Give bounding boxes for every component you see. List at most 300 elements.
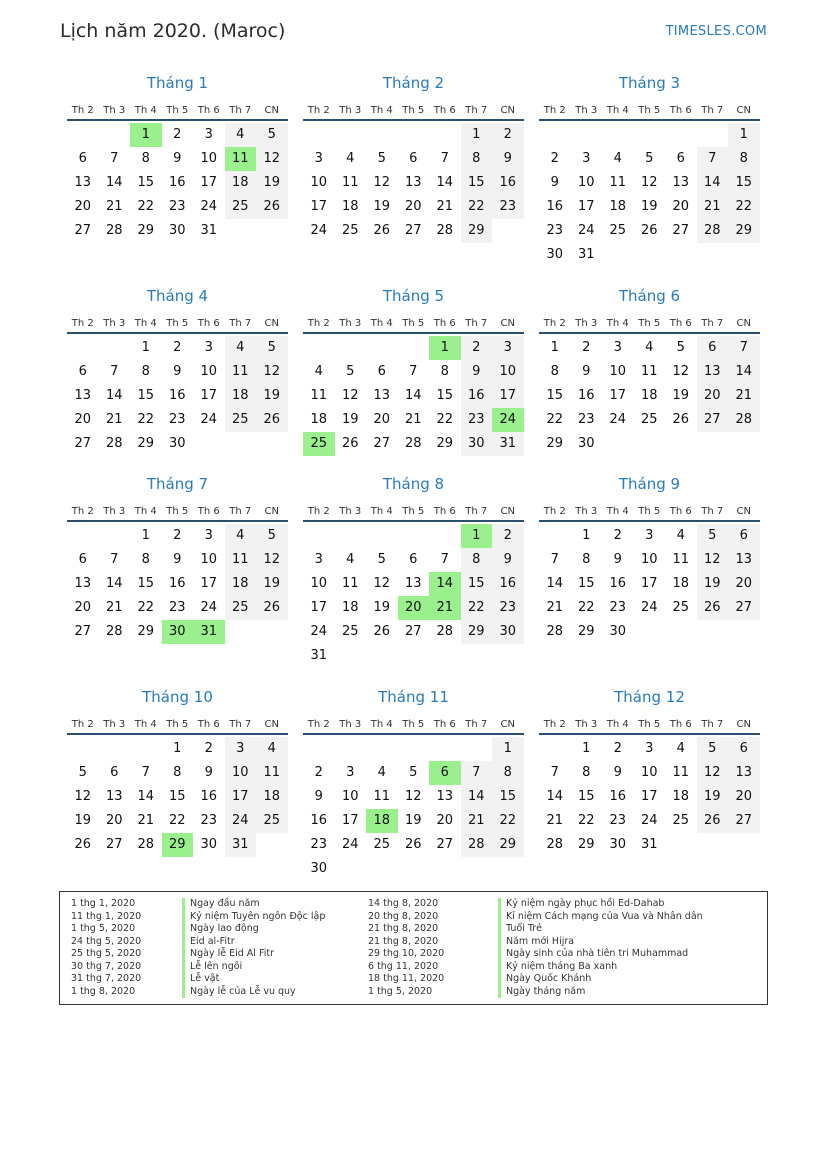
day-cell: 5 [697, 737, 729, 761]
day-cell: 4 [225, 123, 257, 147]
weekday-label: Th 3 [575, 506, 598, 517]
day-cell: 17 [341, 813, 359, 828]
day-cell: 25 [373, 837, 391, 852]
weekday-label: Th 4 [370, 719, 393, 730]
day-cell: 27 [436, 837, 454, 852]
day-cell: 21 [436, 199, 454, 214]
day-cell: 2 [461, 336, 493, 360]
day-cell: 15 [137, 175, 155, 190]
month-title: Tháng 12 [614, 688, 685, 706]
day-cell: 27 [697, 408, 729, 432]
day-cell: 3 [204, 528, 213, 543]
legend-date: 1 thg 8, 2020 [71, 985, 136, 997]
day-cell: 22 [461, 596, 493, 620]
day-cell: 9 [173, 552, 182, 567]
day-cell: 4 [225, 524, 257, 548]
day-cell: 17 [225, 785, 257, 809]
day-cell: 8 [440, 364, 449, 379]
day-cell: 31 [577, 247, 595, 262]
day-cell: 18 [341, 199, 359, 214]
legend-holiday-name: Kỷ niệm Tuyên ngôn Độc lập [182, 911, 325, 924]
legend-dates-right [368, 898, 444, 998]
weekday-label: Th 3 [103, 719, 126, 730]
day-cell: 6 [78, 364, 87, 379]
weekday-header [539, 316, 760, 334]
weekday-label: Th 4 [134, 506, 157, 517]
day-cell: 2 [613, 528, 622, 543]
day-cell: 15 [461, 171, 493, 195]
day-cell: 11 [225, 548, 257, 572]
weekday-label: Th 2 [543, 506, 566, 517]
day-cell: 16 [461, 384, 493, 408]
month-block [67, 474, 288, 664]
weekday-label: Th 2 [543, 318, 566, 329]
holiday-day-cell: 20 [398, 596, 430, 620]
legend-date: 6 thg 11, 2020 [368, 960, 439, 972]
day-cell: 10 [577, 175, 595, 190]
weekday-label: CN [500, 506, 515, 517]
day-cell: 24 [341, 837, 359, 852]
day-cell: 26 [672, 412, 690, 427]
legend-holiday-name: Ngay đầu năm [182, 898, 325, 911]
holiday-day-cell: 18 [366, 809, 398, 833]
day-cell: 10 [492, 360, 524, 384]
day-cell: 13 [404, 175, 422, 190]
day-cell: 6 [110, 765, 119, 780]
month-block [303, 286, 524, 476]
day-cell: 18 [225, 384, 257, 408]
day-cell: 21 [105, 199, 123, 214]
day-cell: 29 [577, 837, 595, 852]
legend-holiday-name: Ngày sinh của nhà tiên tri Muhammad [498, 948, 703, 961]
day-cell: 10 [609, 364, 627, 379]
day-cell: 12 [256, 147, 288, 171]
day-cell: 28 [546, 837, 564, 852]
weekday-label: Th 6 [433, 719, 456, 730]
day-cell: 14 [137, 789, 155, 804]
day-cell: 20 [728, 785, 760, 809]
day-cell: 30 [492, 620, 524, 644]
day-cell: 24 [310, 223, 328, 238]
day-cell: 16 [492, 171, 524, 195]
day-cell: 24 [200, 199, 218, 214]
weekday-label: Th 5 [166, 506, 189, 517]
day-cell: 16 [168, 175, 186, 190]
day-cell: 8 [141, 151, 150, 166]
weekday-label: Th 4 [370, 318, 393, 329]
day-cell: 1 [461, 123, 493, 147]
weekday-label: Th 6 [197, 506, 220, 517]
day-cell: 29 [137, 624, 155, 639]
day-cell: 21 [105, 412, 123, 427]
holiday-day-cell: 11 [225, 147, 257, 171]
day-cell: 30 [577, 436, 595, 451]
day-cell: 8 [461, 147, 493, 171]
weekday-header [303, 717, 524, 735]
day-cell: 27 [404, 624, 422, 639]
day-grid [303, 737, 524, 881]
day-cell: 23 [461, 408, 493, 432]
day-cell: 26 [256, 195, 288, 219]
day-cell: 10 [200, 552, 218, 567]
weekday-label: Th 2 [71, 506, 94, 517]
weekday-label: CN [736, 719, 751, 730]
day-cell: 2 [173, 528, 182, 543]
legend-holiday-name: Ngày lễ Eid Al Fitr [182, 948, 325, 961]
weekday-label: Th 7 [229, 506, 252, 517]
day-cell: 11 [256, 761, 288, 785]
weekday-label: Th 6 [669, 506, 692, 517]
day-cell: 23 [577, 412, 595, 427]
day-cell: 19 [640, 199, 658, 214]
weekday-label: Th 7 [465, 318, 488, 329]
weekday-label: Th 5 [166, 318, 189, 329]
legend-date: 20 thg 8, 2020 [368, 910, 439, 922]
day-cell: 20 [436, 813, 454, 828]
day-cell: 11 [310, 388, 328, 403]
day-cell: 19 [256, 171, 288, 195]
day-cell: 22 [577, 813, 595, 828]
day-cell: 17 [200, 388, 218, 403]
legend-names-left [182, 898, 325, 998]
day-cell: 10 [640, 765, 658, 780]
day-cell: 1 [141, 340, 150, 355]
day-cell: 6 [697, 336, 729, 360]
day-cell: 11 [672, 765, 690, 780]
day-cell: 25 [672, 813, 690, 828]
day-cell: 7 [110, 552, 119, 567]
day-cell: 4 [676, 741, 685, 756]
weekday-label: Th 5 [166, 105, 189, 116]
day-cell: 27 [728, 596, 760, 620]
day-cell: 23 [310, 837, 328, 852]
weekday-label: Th 4 [134, 105, 157, 116]
day-cell: 20 [697, 384, 729, 408]
day-cell: 13 [74, 175, 92, 190]
weekday-label: Th 5 [638, 719, 661, 730]
day-cell: 31 [225, 833, 257, 857]
day-cell: 1 [728, 123, 760, 147]
day-cell: 7 [110, 151, 119, 166]
day-cell: 2 [492, 123, 524, 147]
weekday-label: Th 6 [197, 719, 220, 730]
weekday-header [539, 504, 760, 522]
month-block [539, 73, 760, 263]
weekday-label: Th 7 [701, 318, 724, 329]
month-block [303, 474, 524, 664]
day-cell: 16 [492, 572, 524, 596]
day-cell: 17 [310, 600, 328, 615]
weekday-label: Th 7 [465, 506, 488, 517]
day-cell: 18 [609, 199, 627, 214]
day-cell: 3 [346, 765, 355, 780]
holiday-day-cell: 25 [303, 432, 335, 456]
day-cell: 4 [314, 364, 323, 379]
day-cell: 10 [341, 789, 359, 804]
day-cell: 30 [310, 861, 328, 876]
day-cell: 23 [168, 412, 186, 427]
weekday-label: Th 6 [669, 719, 692, 730]
day-cell: 19 [256, 572, 288, 596]
day-cell: 8 [141, 364, 150, 379]
day-cell: 18 [672, 576, 690, 591]
month-title: Tháng 3 [618, 74, 681, 92]
month-block [67, 73, 288, 263]
day-cell: 21 [728, 384, 760, 408]
day-cell: 31 [200, 223, 218, 238]
day-cell: 4 [676, 528, 685, 543]
holiday-day-cell: 1 [130, 123, 162, 147]
day-cell: 24 [609, 412, 627, 427]
day-cell: 5 [256, 123, 288, 147]
day-cell: 11 [225, 360, 257, 384]
day-cell: 4 [346, 552, 355, 567]
holiday-day-cell: 1 [461, 524, 493, 548]
legend-date: 25 thg 5, 2020 [71, 948, 142, 959]
day-cell: 30 [461, 432, 493, 456]
day-cell: 3 [582, 151, 591, 166]
weekday-label: CN [500, 105, 515, 116]
weekday-label: Th 6 [433, 318, 456, 329]
day-cell: 18 [341, 600, 359, 615]
weekday-label: Th 3 [575, 105, 598, 116]
day-cell: 14 [105, 175, 123, 190]
day-grid [539, 737, 760, 881]
day-cell: 22 [137, 600, 155, 615]
day-cell: 16 [609, 576, 627, 591]
legend-holiday-name: Kỷ niệm ngày phục hồi Ed-Dahab [498, 898, 703, 911]
day-cell: 29 [728, 219, 760, 243]
day-cell: 7 [550, 552, 559, 567]
day-cell: 7 [697, 147, 729, 171]
weekday-label: Th 6 [197, 105, 220, 116]
day-cell: 1 [173, 741, 182, 756]
weekday-label: Th 4 [606, 506, 629, 517]
legend-holiday-name: Ngày Quốc Khánh [498, 973, 703, 986]
legend-holiday-name: Eid al-Fitr [182, 936, 325, 949]
day-cell: 15 [577, 576, 595, 591]
weekday-header [67, 717, 288, 735]
day-cell: 19 [256, 384, 288, 408]
day-cell: 18 [672, 789, 690, 804]
day-cell: 28 [546, 624, 564, 639]
day-cell: 21 [404, 412, 422, 427]
month-block [539, 687, 760, 877]
day-cell: 27 [74, 223, 92, 238]
month-title: Tháng 11 [378, 688, 449, 706]
weekday-label: Th 3 [103, 506, 126, 517]
day-cell: 30 [546, 247, 564, 262]
day-cell: 11 [341, 175, 359, 190]
day-cell: 13 [728, 548, 760, 572]
day-cell: 11 [373, 789, 391, 804]
day-cell: 13 [105, 789, 123, 804]
day-cell: 16 [200, 789, 218, 804]
weekday-label: CN [264, 105, 279, 116]
holiday-day-cell: 31 [193, 620, 225, 644]
weekday-label: Th 3 [575, 318, 598, 329]
day-cell: 4 [256, 737, 288, 761]
month-title: Tháng 2 [382, 74, 445, 92]
day-cell: 7 [728, 336, 760, 360]
day-cell: 24 [577, 223, 595, 238]
month-title: Tháng 8 [382, 475, 445, 493]
month-title: Tháng 7 [146, 475, 209, 493]
holiday-day-cell: 29 [162, 833, 194, 857]
day-cell: 15 [168, 789, 186, 804]
weekday-label: Th 3 [103, 318, 126, 329]
weekday-label: Th 2 [307, 506, 330, 517]
day-cell: 7 [141, 765, 150, 780]
day-cell: 1 [582, 528, 591, 543]
day-cell: 10 [200, 364, 218, 379]
day-cell: 26 [640, 223, 658, 238]
day-cell: 25 [609, 223, 627, 238]
weekday-label: CN [264, 719, 279, 730]
site-logo-link[interactable]: TIMESLES.COM [665, 24, 767, 39]
weekday-header [303, 316, 524, 334]
day-cell: 9 [173, 364, 182, 379]
day-cell: 12 [256, 548, 288, 572]
weekday-label: Th 5 [638, 105, 661, 116]
day-cell: 24 [640, 813, 658, 828]
day-cell: 3 [645, 528, 654, 543]
day-cell: 1 [141, 528, 150, 543]
day-cell: 15 [137, 388, 155, 403]
weekday-label: Th 4 [606, 105, 629, 116]
day-cell: 13 [404, 576, 422, 591]
month-title: Tháng 9 [618, 475, 681, 493]
day-cell: 16 [546, 199, 564, 214]
day-grid [303, 123, 524, 267]
day-cell: 18 [256, 785, 288, 809]
weekday-label: Th 4 [134, 318, 157, 329]
day-cell: 31 [640, 837, 658, 852]
day-cell: 5 [676, 340, 685, 355]
day-cell: 23 [492, 195, 524, 219]
day-cell: 18 [225, 572, 257, 596]
day-cell: 22 [728, 195, 760, 219]
day-cell: 12 [404, 789, 422, 804]
day-grid [303, 524, 524, 668]
day-cell: 4 [377, 765, 386, 780]
day-cell: 15 [436, 388, 454, 403]
weekday-label: Th 2 [71, 318, 94, 329]
day-cell: 11 [640, 364, 658, 379]
day-cell: 25 [640, 412, 658, 427]
day-cell: 14 [404, 388, 422, 403]
holiday-day-cell: 1 [429, 336, 461, 360]
legend-holiday-name: Ngày lễ của Lễ vu quy [182, 986, 325, 999]
day-cell: 22 [436, 412, 454, 427]
day-cell: 25 [225, 195, 257, 219]
day-cell: 21 [137, 813, 155, 828]
day-cell: 5 [377, 552, 386, 567]
day-cell: 19 [697, 785, 729, 809]
day-cell: 25 [225, 596, 257, 620]
weekday-label: Th 7 [701, 105, 724, 116]
day-cell: 17 [492, 384, 524, 408]
day-cell: 12 [672, 364, 690, 379]
day-cell: 23 [609, 600, 627, 615]
legend-holiday-name: Lễ lên ngôi [182, 961, 325, 974]
day-cell: 9 [492, 548, 524, 572]
day-cell: 13 [672, 175, 690, 190]
day-cell: 5 [346, 364, 355, 379]
day-cell: 5 [78, 765, 87, 780]
day-cell: 28 [137, 837, 155, 852]
day-cell: 7 [110, 364, 119, 379]
day-cell: 30 [168, 223, 186, 238]
month-title: Tháng 10 [142, 688, 213, 706]
day-cell: 1 [582, 741, 591, 756]
weekday-label: CN [736, 506, 751, 517]
day-grid [539, 123, 760, 267]
weekday-header [67, 103, 288, 121]
day-cell: 17 [640, 576, 658, 591]
day-cell: 27 [373, 436, 391, 451]
day-cell: 24 [200, 600, 218, 615]
day-cell: 21 [546, 600, 564, 615]
weekday-label: Th 5 [638, 318, 661, 329]
weekday-label: Th 4 [370, 105, 393, 116]
weekday-header [67, 316, 288, 334]
month-block [67, 687, 288, 877]
day-cell: 9 [550, 175, 559, 190]
day-cell: 3 [204, 340, 213, 355]
day-cell: 30 [168, 436, 186, 451]
legend-date: 1 thg 5, 2020 [71, 923, 136, 934]
legend-date: 11 thg 1, 2020 [71, 910, 142, 922]
day-cell: 23 [492, 596, 524, 620]
day-cell: 27 [105, 837, 123, 852]
weekday-label: Th 5 [402, 506, 425, 517]
day-cell: 26 [74, 837, 92, 852]
month-block [539, 286, 760, 476]
day-cell: 2 [492, 524, 524, 548]
month-title: Tháng 1 [146, 74, 209, 92]
day-cell: 12 [373, 175, 391, 190]
day-cell: 31 [310, 648, 328, 663]
day-cell: 22 [546, 412, 564, 427]
day-cell: 14 [546, 789, 564, 804]
day-cell: 28 [461, 833, 493, 857]
day-cell: 20 [74, 600, 92, 615]
day-cell: 13 [74, 388, 92, 403]
day-cell: 1 [492, 737, 524, 761]
day-cell: 4 [645, 340, 654, 355]
weekday-label: Th 4 [606, 318, 629, 329]
day-cell: 2 [613, 741, 622, 756]
day-cell: 22 [492, 809, 524, 833]
day-cell: 2 [173, 127, 182, 142]
day-cell: 6 [377, 364, 386, 379]
day-cell: 28 [436, 223, 454, 238]
legend-date: 24 thg 5, 2020 [71, 935, 142, 947]
day-cell: 28 [404, 436, 422, 451]
weekday-label: Th 5 [166, 719, 189, 730]
day-cell: 17 [200, 175, 218, 190]
weekday-header [539, 103, 760, 121]
day-cell: 3 [314, 151, 323, 166]
day-cell: 6 [409, 552, 418, 567]
weekday-label: Th 7 [465, 719, 488, 730]
day-cell: 5 [409, 765, 418, 780]
day-cell: 26 [341, 436, 359, 451]
day-cell: 19 [697, 572, 729, 596]
day-cell: 9 [204, 765, 213, 780]
weekday-label: Th 4 [606, 719, 629, 730]
